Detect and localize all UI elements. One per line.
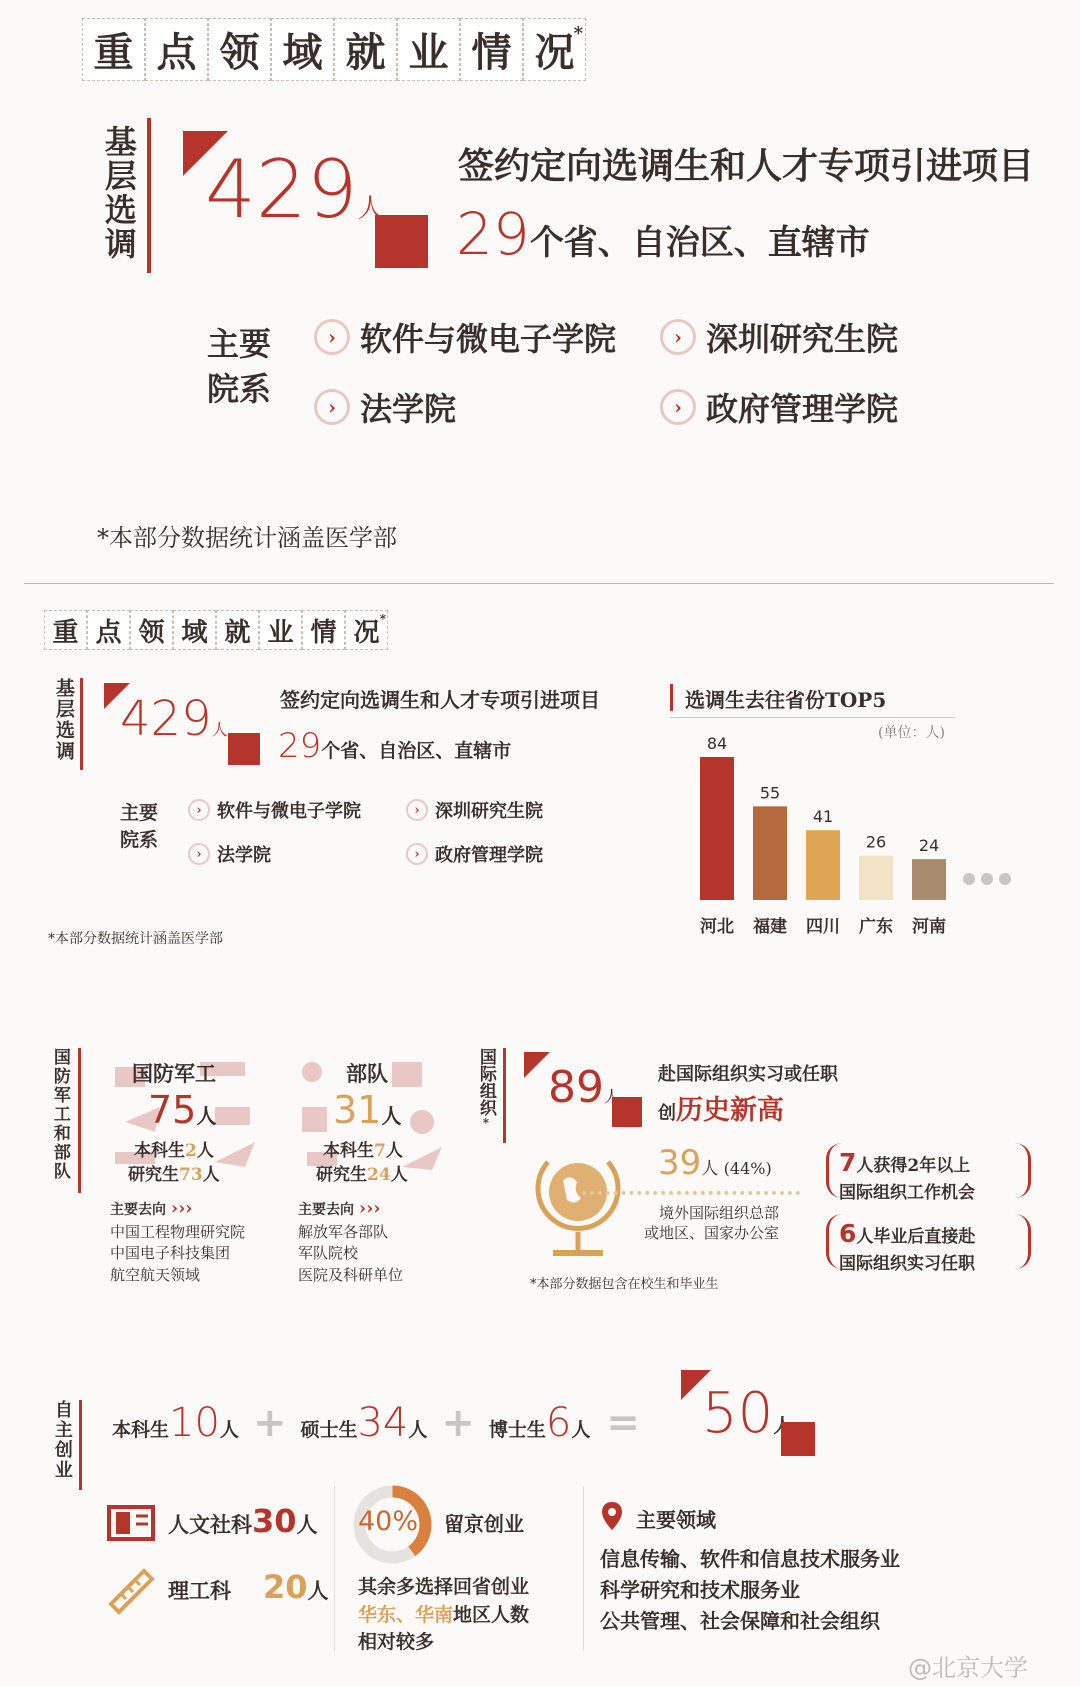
second-title bbox=[44, 610, 388, 650]
line-provinces: 29个省、自治区、直辖市 bbox=[456, 200, 870, 268]
book-icon bbox=[106, 1502, 156, 1544]
title-char: 重 bbox=[44, 610, 87, 650]
title-char: 领 bbox=[130, 610, 173, 650]
bar-福建 bbox=[753, 806, 787, 900]
title-char: 业 bbox=[397, 18, 460, 81]
ruler-icon bbox=[106, 1566, 156, 1616]
chart-title: 选调生去往省份TOP5 bbox=[685, 688, 887, 712]
side-label-startup: 自主创业 bbox=[51, 1400, 73, 1480]
title-char: 业 bbox=[259, 610, 302, 650]
section-divider bbox=[334, 1486, 335, 1651]
globe-icon bbox=[528, 1142, 628, 1267]
intl-footnote: *本部分数据包含在校生和毕业生 bbox=[530, 1277, 719, 1292]
title-char: 况 * bbox=[345, 610, 388, 650]
chart-title-underline bbox=[670, 717, 955, 718]
divider bbox=[24, 583, 1054, 584]
title-char: 况 * bbox=[523, 18, 586, 81]
title-char: 就 bbox=[334, 18, 397, 81]
dept-item: › 软件与微电子学院 bbox=[314, 314, 616, 360]
title-char: 情 bbox=[460, 18, 523, 81]
category-label: 广东 bbox=[859, 917, 893, 937]
title-char: 就 bbox=[216, 610, 259, 650]
chevron-right-icon: › bbox=[406, 799, 428, 821]
category-label: 河南 bbox=[912, 917, 946, 937]
title-char: 重 bbox=[82, 18, 145, 81]
defense-col1-number: 75人 bbox=[148, 1088, 217, 1132]
title-char: 域 bbox=[173, 610, 216, 650]
humanities-stat: 人文社科30人 bbox=[168, 1502, 318, 1540]
field-title: 主要领域 bbox=[636, 1508, 716, 1532]
startup-total: 50人 bbox=[702, 1381, 793, 1446]
side-label-intl: 国际组织* bbox=[475, 1048, 496, 1130]
corner-triangle bbox=[524, 1052, 550, 1078]
side-bar bbox=[503, 1048, 506, 1143]
side-bar bbox=[79, 1400, 82, 1490]
side-bar bbox=[80, 678, 83, 770]
defense-col2-dest-list: 解放军各部队 军队院校 医院及科研单位 bbox=[298, 1223, 404, 1284]
corner-triangle bbox=[375, 215, 428, 268]
intl-sub-desc: 境外国际组织总部 或地区、国家办公室 bbox=[644, 1204, 780, 1243]
dept-item: › 法学院 bbox=[314, 384, 456, 430]
dept-item: › 深圳研究生院 bbox=[406, 797, 543, 823]
section-divider bbox=[583, 1486, 584, 1651]
side-label-grassroots: 基层选调 bbox=[99, 125, 138, 261]
bar-value-label: 84 bbox=[706, 734, 728, 753]
weibo-watermark: @北京大学 bbox=[908, 1654, 1028, 1682]
title-char: 情 bbox=[302, 610, 345, 650]
dept-label: 主要 院系 bbox=[120, 802, 159, 851]
province-bar-chart bbox=[690, 725, 1020, 940]
dept-label: 主要 院系 bbox=[207, 325, 272, 408]
intl-box-1: 7人获得2年以上 国际组织工作机会 bbox=[826, 1143, 1031, 1198]
chevron-right-icon: › bbox=[406, 843, 428, 865]
defense-col2-dest-label: 主要去向 ››› bbox=[298, 1198, 381, 1219]
chevron-right-icon: › bbox=[188, 843, 210, 865]
line-provinces: 29个省、自治区、直辖市 bbox=[278, 726, 512, 766]
title-char: 领 bbox=[208, 18, 271, 81]
bar-河南 bbox=[912, 859, 946, 900]
equals-icon: = bbox=[606, 1400, 640, 1446]
rest-text: 其余多选择回省创业 华东、华南地区人数 相对较多 bbox=[358, 1576, 530, 1654]
chevron-right-icon: › bbox=[188, 799, 210, 821]
bar-四川 bbox=[806, 830, 840, 900]
chart-unit: (单位：人) bbox=[878, 725, 945, 741]
chevron-right-icon: › bbox=[660, 319, 696, 355]
defense-col1-undergrad: 本科生2人 bbox=[134, 1141, 214, 1161]
category-label: 福建 bbox=[753, 917, 787, 937]
dept-item: › 政府管理学院 bbox=[406, 841, 543, 867]
category-label: 河北 bbox=[700, 917, 734, 937]
science-stat: 理工科 20人 bbox=[168, 1568, 329, 1606]
bar-value-label: 24 bbox=[918, 836, 940, 856]
defense-col2-title: 部队 bbox=[346, 1061, 388, 1086]
plus-icon: + bbox=[441, 1400, 475, 1446]
intl-sub-stat: 39人 (44%) bbox=[658, 1143, 772, 1183]
bar-广东 bbox=[859, 856, 893, 900]
intl-big-number: 89人 bbox=[548, 1062, 621, 1113]
intl-line2: 创历史新高 bbox=[658, 1095, 784, 1126]
defense-col2-grad: 研究生24人 bbox=[316, 1165, 408, 1185]
chevron-right-icon: › bbox=[314, 389, 350, 425]
side-bar bbox=[147, 118, 151, 273]
startup-equation: 本科生 10 人 + 硕士生 34 人 + 博士生 6 人 = bbox=[112, 1400, 640, 1446]
defense-col1-dest-label: 主要去向 ››› bbox=[110, 1198, 193, 1219]
top-footnote: *本部分数据统计涵盖医学部 bbox=[97, 524, 397, 552]
chart-title-bar bbox=[670, 684, 673, 711]
side-label-grassroots: 基层选调 bbox=[52, 678, 75, 762]
bar-河北 bbox=[700, 757, 734, 900]
big-number-429: 429人 bbox=[205, 143, 384, 236]
top-title bbox=[82, 18, 586, 81]
category-label: 四川 bbox=[806, 917, 840, 937]
intl-box-2: 6人毕业后直接赴 国际组织实习任职 bbox=[826, 1214, 1031, 1269]
corner-triangle bbox=[612, 1097, 642, 1127]
dept-item: › 软件与微电子学院 bbox=[188, 797, 361, 823]
big-number-429: 429人 bbox=[120, 691, 228, 747]
defense-col2-undergrad: 本科生7人 bbox=[323, 1141, 403, 1161]
beijing-pct: 40% bbox=[358, 1506, 419, 1537]
line-contract: 签约定向选调生和人才专项引进项目 bbox=[458, 145, 1035, 187]
intl-dotted-line bbox=[582, 1191, 800, 1195]
chevron-right-icon: › bbox=[660, 389, 696, 425]
intl-line1: 赴国际组织实习或任职 bbox=[658, 1064, 838, 1085]
plus-icon: + bbox=[252, 1400, 287, 1446]
bar-value-label: 41 bbox=[812, 807, 834, 827]
location-pin-icon bbox=[600, 1500, 624, 1532]
corner-triangle bbox=[781, 1422, 815, 1456]
side-label-defense: 国防军工和部队 bbox=[49, 1048, 70, 1181]
chevron-right-icon: › bbox=[314, 319, 350, 355]
beijing-label: 留京创业 bbox=[444, 1512, 524, 1536]
side-bar bbox=[78, 1048, 81, 1193]
bar-value-label: 26 bbox=[865, 832, 887, 852]
dept-item: › 政府管理学院 bbox=[660, 384, 898, 430]
field-list: 信息传输、软件和信息技术服务业 科学研究和技术服务业 公共管理、社会保障和社会组织 bbox=[600, 1547, 900, 1633]
defense-col2-number: 31人 bbox=[333, 1088, 402, 1132]
dept-item: › 法学院 bbox=[188, 841, 271, 867]
title-char: 点 bbox=[145, 18, 208, 81]
line-contract: 签约定向选调生和人才专项引进项目 bbox=[280, 688, 600, 712]
dept-item: › 深圳研究生院 bbox=[660, 314, 898, 360]
more-dots bbox=[963, 873, 1011, 885]
defense-col1-dest-list: 中国工程物理研究院 中国电子科技集团 航空航天领域 bbox=[110, 1223, 246, 1284]
corner-triangle bbox=[228, 733, 260, 765]
title-char: 域 bbox=[271, 18, 334, 81]
defense-col1-grad: 研究生73人 bbox=[128, 1165, 220, 1185]
bar-value-label: 55 bbox=[759, 783, 781, 803]
second-footnote: *本部分数据统计涵盖医学部 bbox=[48, 931, 223, 947]
title-char: 点 bbox=[87, 610, 130, 650]
defense-col1-title: 国防军工 bbox=[132, 1061, 216, 1086]
